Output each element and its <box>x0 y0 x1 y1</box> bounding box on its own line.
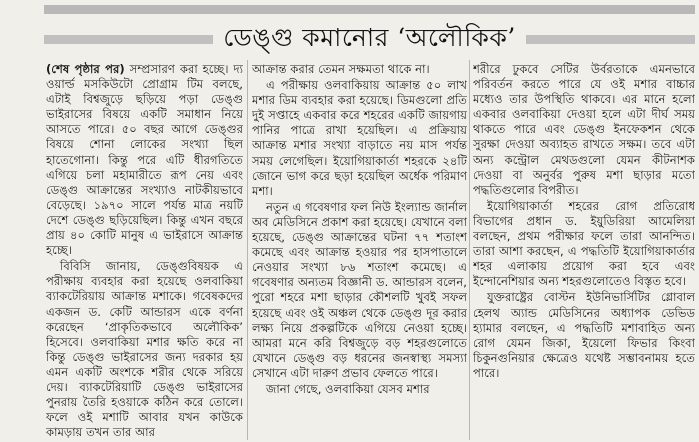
article-column-1 <box>46 62 243 440</box>
article-column-2 <box>252 62 467 440</box>
continuation-label: (শেষ পৃষ্ঠার পর) <box>46 62 125 76</box>
article-column-3 <box>473 62 695 440</box>
headline-banner <box>44 22 695 56</box>
paragraph: নতুন এ গবেষণার ফল নিউ ইংল্যান্ড জার্নাল অব মেডিসিনে প্রকাশ করা হয়েছে। যেখানে বলা হয়েছে, ডেঙ্গু আক্রান্তের ঘটনা ৭৭ শতাংশ কমেছে এবং আক্রান্ত হওয়ার পর হাসপাতালে নেওয়ার সংখ্যা ৮৬ শতাংশ কমেছে। এ গবেষণার অন্যতম বিজ্ঞানী ড. আন্ডারস বলেন, পুরো শহরে মশা ছাড়ার কৌশলটি খুবই সফল হয়েছে এবং ওই অঞ্চল থেকে ডেঙ্গু দূর করার লক্ষ্য নিয়ে প্রকল্পটিকে এগিয়ে নেওয়া হচ্ছে। আমরা মনে করি বিশ্বজুড়ে বড় শহরগুলোতে যেখানে ডেঙ্গু বড় ধরনের জনস্বাস্থ্য সমস্যা সেখানে এটা দারুণ প্রভাব ফেলতে পারে। <box>252 199 467 380</box>
paragraph: আক্রান্ত করার তেমন সক্ষমতা থাকে না। <box>252 62 430 76</box>
top-divider-bar <box>44 5 695 14</box>
paragraph: শরীরে ঢুকবে সেটির উর্বরতাকে এমনভাবে পরিবর্তন করতে পারে যে ওই মশার বাচ্চার মধ্যেও তার উপস্থিতি থাকবে। এর মানে হলো একবার ওলবাকিয়া দেওয়া হলে এটা দীর্ঘ সময় থাকতে পারে এবং ডেঙ্গু ইনফেকশন থেকে সুরক্ষা দেওয়া অব্যাহত রাখতে সক্ষম। তবে এটা অন্য কন্ট্রোল মেথডগুলো যেমন কীটনাশক দেওয়া বা অনুর্বর পুরুষ মশা ছাড়ার মতো পদ্ধতিগুলোর বিপরীত। <box>473 62 695 197</box>
paragraph: ইয়োগিয়াকার্তা শহরের রোগ প্রতিরোধ বিভাগের প্রধান ড. ইয়ুডিরিয়া আমেলিয়া বলছেন, প্রথম পরীক্ষার ফলে তারা আনন্দিত। তারা আশা করছেন, এ পদ্ধতিটি ইয়োগিয়াকার্তার শহর এলাকায় প্রয়োগ করা হবে এবং ইন্দোনেশিয়ার অন্য শহরগুলোতেও বিস্তৃত হবে। <box>473 198 695 289</box>
headline-rule-left <box>44 35 213 44</box>
paragraph <box>46 62 243 258</box>
paragraph-text: সম্প্রসারণ করা হচ্ছে। দ্য ওয়ার্ল্ড মসকিউটো প্রোগ্রাম টিম বলছে, এটাই বিশ্বজুড়ে ছড়িয়ে পড়া ডেঙ্গু ভাইরাসের বিষয়ে একটি সমাধান নিয়ে আসতে পারে। ৫০ বছর আগে ডেঙ্গুর বিষয়ে শোনা লোকের সংখ্যা ছিল হাতেগোনা। কিন্তু পরে এটি ধীরগতিতে এগিয়ে চলা মহামারীতে রূপ নেয় এবং ডেঙ্গু আক্রান্তের সংখ্যাও নাটকীয়ভাবে বেড়েছে। ১৯৭০ সালে পর্যন্ত মাত্র নয়টি দেশে ডেঙ্গু ছড়িয়েছিল। কিন্তু এখন বছরে প্রায় ৪০ কোটি মানুষ এ ভাইরাসে আক্রান্ত হচ্ছে। <box>46 62 243 258</box>
paragraph: জানা গেছে, ওলবাকিয়া যেসব মশার <box>266 381 430 396</box>
column-separator-1 <box>247 60 248 440</box>
paragraph: এ পরীক্ষায় ওলবাকিয়ায় আক্রান্ত ৫০ লাখ মশার ডিম ব্যবহার করা হয়েছে। ডিমগুলো প্রতি দুই সপ্তাহে একবার করে শহরের একটি জায়গায় পানির পাত্রে রাখা হয়েছিল। এ প্রক্রিয়ায় আক্রান্ত মশার সংখ্যা বাড়াতে নয় মাস পর্যন্ত সময় লেগেছিল। ইয়োগিয়াকার্তা শহরকে ২৪টি জোনে ভাগ করে ছড়া হয়েছিল অর্ধেক পরিমাণ মশা। <box>252 78 467 198</box>
page-title: ডেঙ্গু কমানোর ‘অলৌকিক’ <box>223 22 516 52</box>
paragraph: যুক্তরাষ্ট্রের বোস্টন ইউনিভার্সিটির গ্লোবাল হেলথ অ্যান্ড মেডিসিনের অধ্যাপক ডেভিড হ্যামার বলছেন, এ পদ্ধতিটি মশাবাহিত অন্য রোগ যেমন জিকা, ইয়েলো ফিভার কিংবা চিকুনগুনিয়ার ক্ষেত্রেও যথেষ্ট সম্ভাবনাময় হতে পারে। <box>473 290 695 380</box>
headline-rule-right <box>526 35 695 44</box>
paragraph: বিবিসি জানায়, ডেঙ্গুবিষয়ক এ পরীক্ষায় ব্যবহার করা হয়েছে ওলবাকিয়া ব্যাকটেরিয়ায় আক্রান্ত মশাকে। গবেষকদের একজন ড. কেটি আন্ডারস একে বর্ণনা করেছেন ‘প্রাকৃতিকভাবে অলৌকিক’ হিসেবে। ওলবাকিয়া মশার ক্ষতি করে না কিন্তু ডেঙ্গু ভাইরাসের জন্য দরকার হয় এমন একটি অংশকে শরীর থেকে সরিয়ে দেয়। ব্যাকটেরিয়াটি ডেঙ্গু ভাইরাসের পুনরায় তৈরি হওয়াকে কঠিন করে তোলে। ফলে ওই মশাটি আবার যখন কাউকে কামড়ায় তখন তার আর <box>46 259 243 440</box>
column-separator-2 <box>469 60 470 440</box>
